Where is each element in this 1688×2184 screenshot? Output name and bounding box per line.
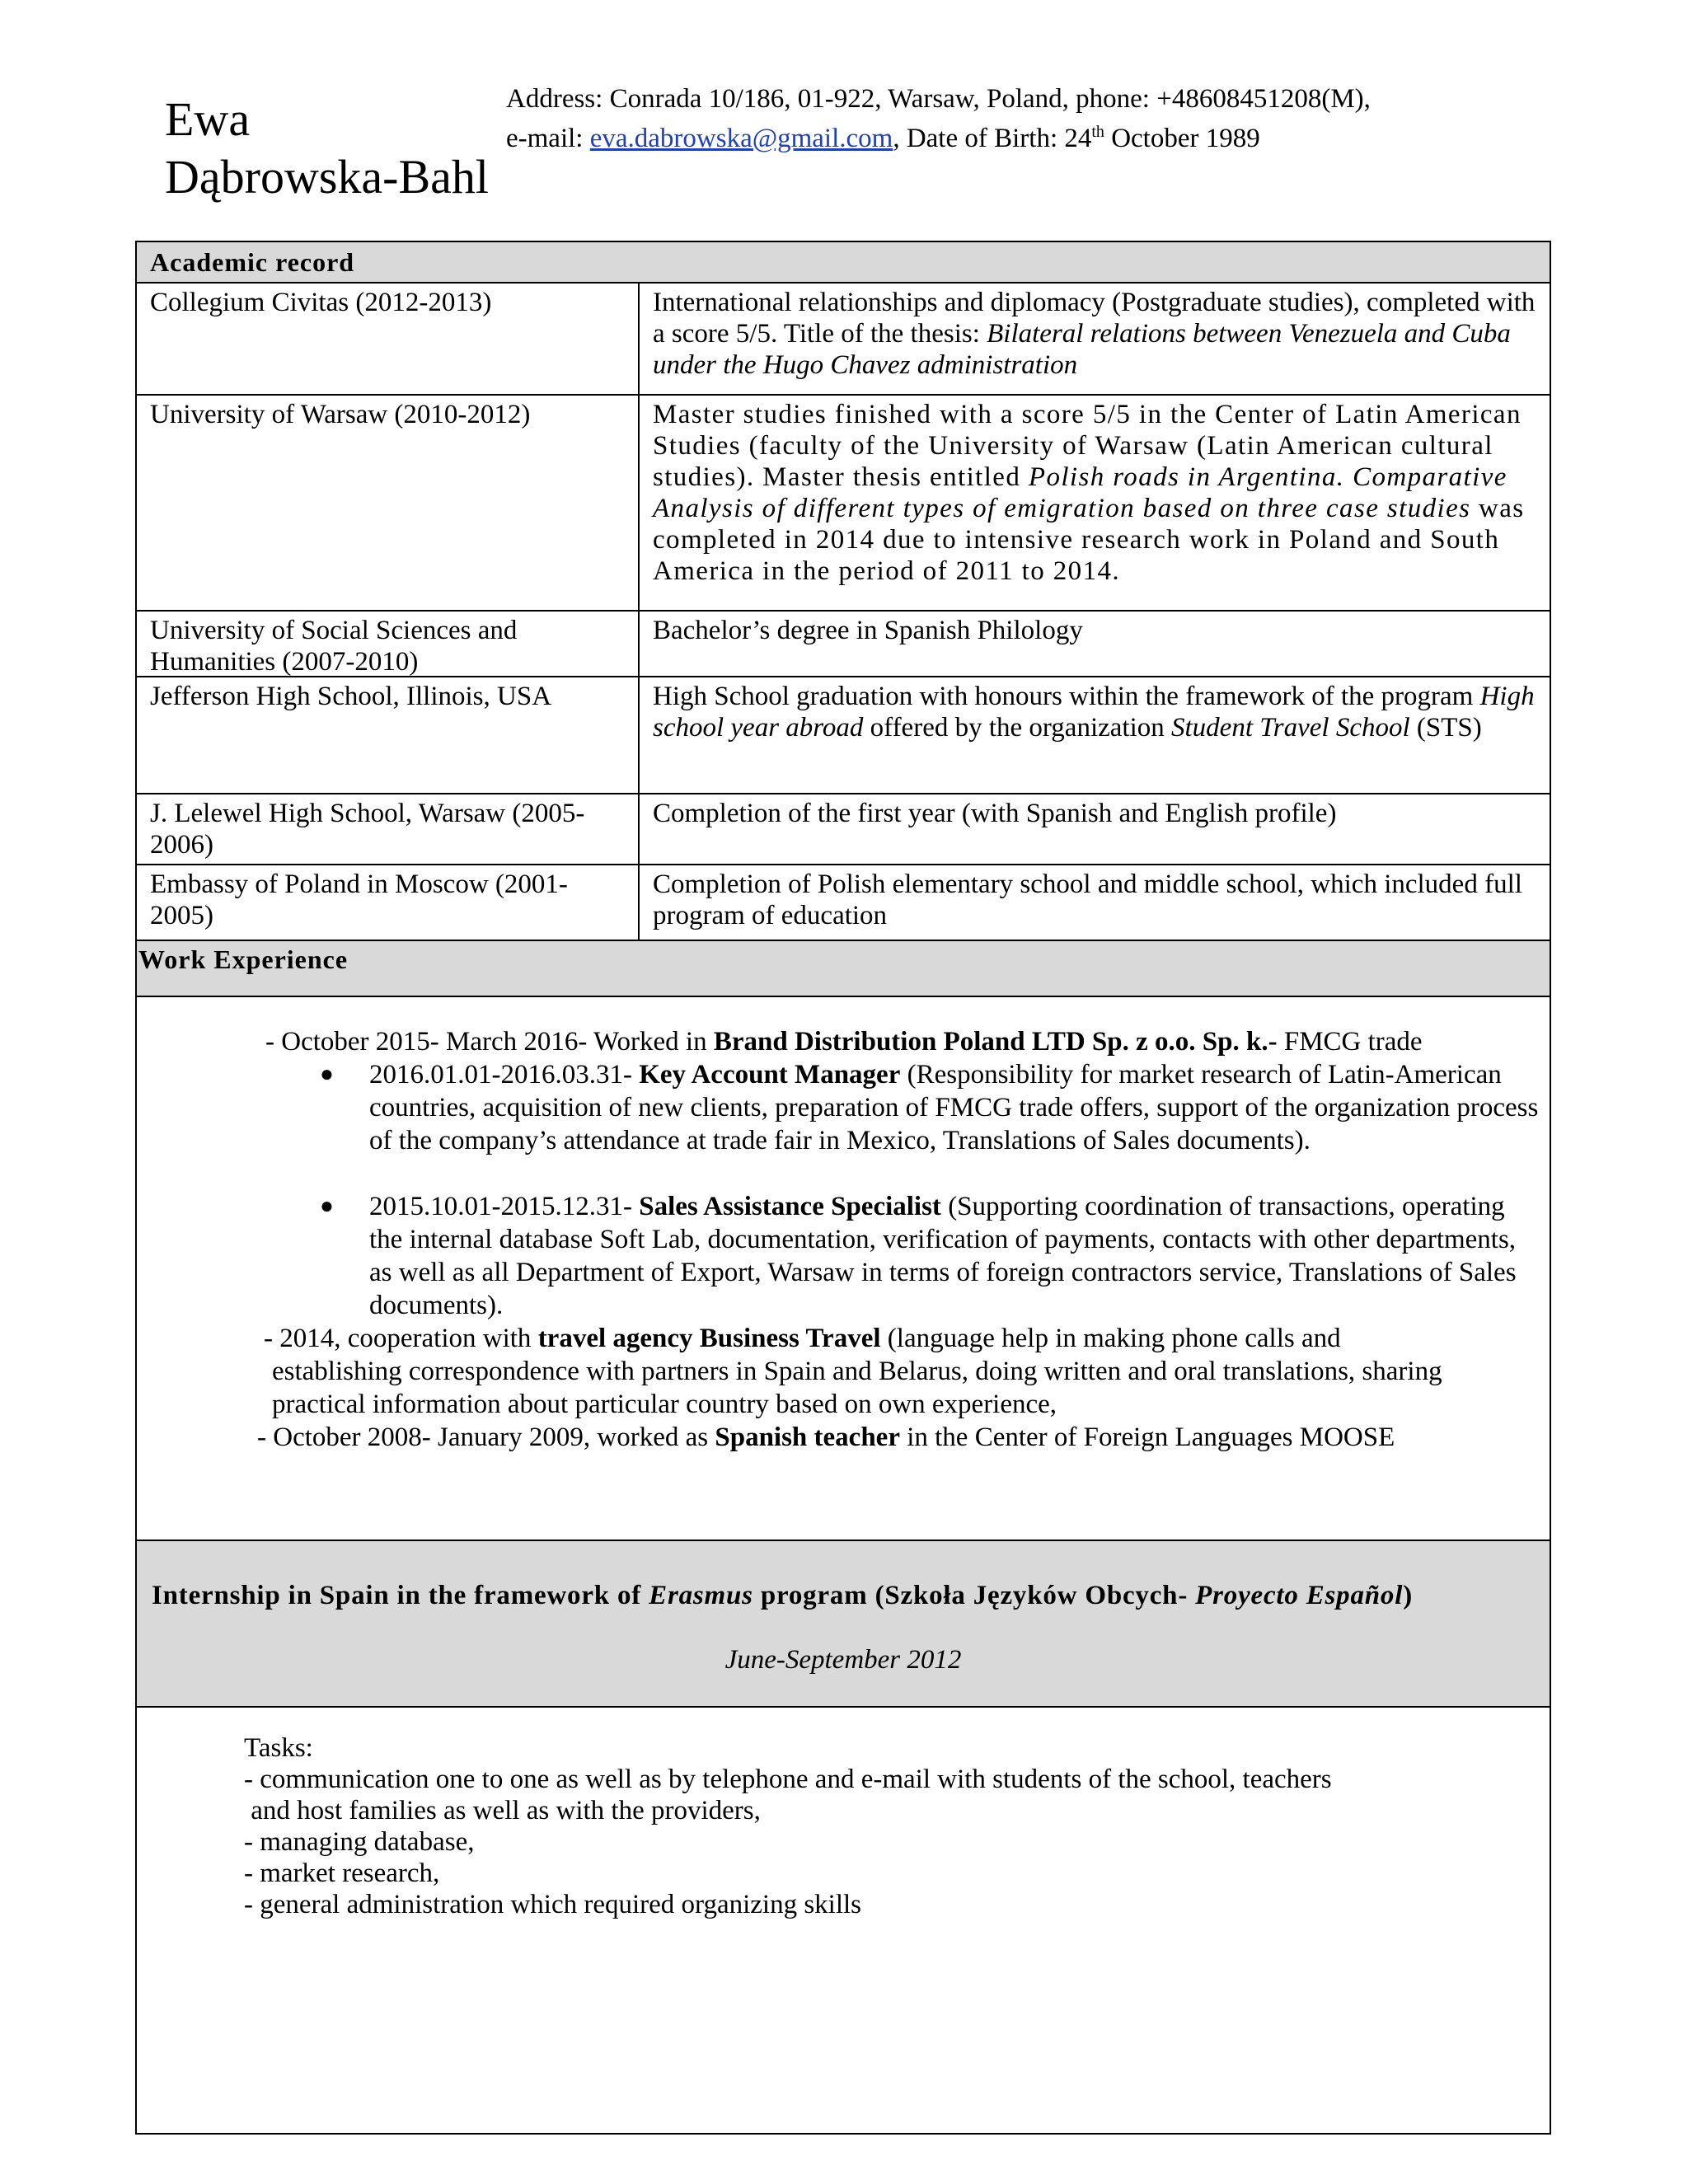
job-business-travel — [264, 1322, 1341, 1355]
role-title: Sales Assistance Specialist — [639, 1192, 941, 1221]
desc-text: International relationships and diplomacy (Postgraduate studies), completed with a score 5/5. Title of the thesis: — [653, 288, 1536, 349]
title-text: Internship in Spain in the framework of — [152, 1581, 649, 1610]
email-link[interactable]: eva.dabrowska@gmail.com — [589, 124, 893, 153]
internship-tasks — [137, 1708, 1550, 2133]
program-name: Erasmus — [649, 1581, 753, 1610]
school-name: University of Warsaw (2010-2012) — [137, 396, 640, 610]
work-title: Work Experience — [138, 944, 349, 974]
job-spanish-teacher — [257, 1421, 1395, 1454]
job-text: (language help in making phone calls and — [880, 1324, 1341, 1353]
tasks-label: Tasks: — [244, 1733, 313, 1763]
job-brand-distribution — [265, 1025, 1423, 1058]
academic-row — [137, 284, 1550, 396]
school-description — [640, 677, 1550, 793]
email-dob-line — [506, 115, 1619, 155]
contact-info — [506, 82, 1619, 155]
desc-text: was completed in 2014 due to intensive research work in Poland and South America in the period of 2011 to 2014. — [653, 494, 1525, 586]
school-description: Completion of the first year (with Spanish and English profile) — [653, 799, 1337, 828]
task-item: - managing database, — [244, 1827, 475, 1857]
dob-prefix: , Date of Birth: 24 — [893, 124, 1092, 153]
company-name: Brand Distribution Poland LTD Sp. z o.o. Sp. k.- — [713, 1027, 1278, 1057]
job-role-key-account — [369, 1058, 1540, 1157]
school-name: Collegium Civitas (2012-2013) — [137, 284, 640, 394]
academic-row — [137, 865, 1550, 941]
project-name: Proyecto Español — [1195, 1581, 1404, 1610]
first-name: Ewa — [165, 92, 251, 146]
title-text: ) — [1403, 1581, 1414, 1610]
program-name: High school year abroad — [653, 682, 1535, 743]
school-description — [640, 284, 1550, 394]
academic-header — [137, 242, 1550, 284]
work-section — [137, 997, 1550, 1541]
academic-row — [137, 794, 1550, 865]
cv-table — [135, 241, 1551, 2135]
job-text: - October 2015- March 2016- Worked in — [265, 1027, 714, 1057]
dob-sup: th — [1091, 123, 1104, 141]
job-business-travel-cont: establishing correspondence with partners in Spain and Belarus, doing written and oral translations, sharing — [272, 1357, 1442, 1386]
school-name: Szkoła Języków Obcych- — [884, 1581, 1196, 1610]
task-item: - general administration which required organizing skills — [244, 1890, 862, 1919]
school-name: Jefferson High School, Illinois, USA — [137, 677, 640, 793]
thesis-title: Bilateral relations between Venezuela and Cuba under the Hugo Chavez administration — [653, 319, 1511, 380]
school-name: Embassy of Poland in Moscow (2001-2005) — [137, 865, 640, 940]
job-business-travel-cont: practical information about particular country based on own experience, — [272, 1390, 1057, 1419]
work-header — [137, 941, 1550, 997]
job-text: - October 2008- January 2009, worked as — [257, 1422, 715, 1452]
role-dates: 2015.10.01-2015.12.31- — [369, 1192, 640, 1221]
job-text: in the Center of Foreign Languages MOOSE — [899, 1422, 1395, 1452]
desc-text: offered by the organization — [863, 713, 1171, 743]
job-text: FMCG trade — [1277, 1027, 1423, 1057]
academic-row — [137, 396, 1550, 612]
role-description: (Responsibility for market research of Latin-American countries, acquisition of new clients, preparation of FMCG trade offers, support of the organization process of the company’s attendance at trade fair in Mexico, Translations of Sales documents). — [369, 1060, 1539, 1155]
internship-title — [152, 1581, 1413, 1611]
academic-title: Academic record — [150, 247, 355, 277]
job-text: - 2014, cooperation with — [264, 1324, 538, 1353]
desc-text: Master studies finished with a score 5/5 in the Center of Latin American Studies (faculty of the University of Warsaw (Latin American cultural studies). Master thesis entitled — [653, 400, 1522, 492]
school-description: Bachelor’s degree in Spanish Philology — [653, 616, 1083, 645]
job-role-sales-assistance — [369, 1190, 1540, 1322]
bullet-icon: ● — [320, 1062, 334, 1087]
candidate-name — [165, 91, 511, 206]
task-item-cont: and host families as well as with the providers, — [244, 1796, 761, 1825]
dob-suffix: October 1989 — [1104, 124, 1260, 153]
tasks-list — [244, 1732, 1332, 1920]
bullet-icon: ● — [320, 1193, 334, 1219]
role-title: Key Account Manager — [639, 1060, 901, 1090]
desc-text: High School graduation with honours within the framework of the program — [653, 682, 1480, 711]
school-description: Completion of Polish elementary school and middle school, which included full program of education — [653, 869, 1522, 930]
academic-row — [137, 612, 1550, 677]
address-line: Address: Conrada 10/186, 01-922, Warsaw, Poland, phone: +48608451208(M), — [506, 84, 1371, 114]
role-title: Spanish teacher — [715, 1422, 900, 1452]
internship-dates: June-September 2012 — [724, 1645, 962, 1675]
email-label: e-mail: — [506, 124, 590, 153]
school-description — [640, 396, 1550, 610]
task-item: - market research, — [244, 1858, 440, 1888]
organization-name: Student Travel School — [1171, 713, 1410, 743]
desc-text: (STS) — [1409, 713, 1482, 743]
school-name: J. Lelewel High School, Warsaw (2005-2006) — [137, 794, 640, 864]
internship-header — [137, 1541, 1550, 1708]
task-item: - communication one to one as well as by telephone and e-mail with students of the school, teachers — [244, 1765, 1332, 1794]
title-text: program ( — [753, 1581, 885, 1610]
school-name: University of Social Sciences and Humanities (2007-2010) — [137, 612, 640, 676]
company-name: travel agency Business Travel — [537, 1324, 881, 1353]
role-description: (Supporting coordination of transactions, operating the internal database Soft Lab, documentation, verification of payments, contacts with other departments, as well as all Department of Export, Warsaw in terms of foreign contractors service, Translations of Sales documents). — [369, 1192, 1517, 1320]
thesis-title: Polish roads in Argentina. Comparative Analysis of different types of emigration based on three case studies — [653, 462, 1507, 523]
last-name: Dąbrowska-Bahl — [165, 150, 490, 204]
academic-row — [137, 677, 1550, 794]
role-dates: 2016.01.01-2016.03.31- — [369, 1060, 640, 1090]
